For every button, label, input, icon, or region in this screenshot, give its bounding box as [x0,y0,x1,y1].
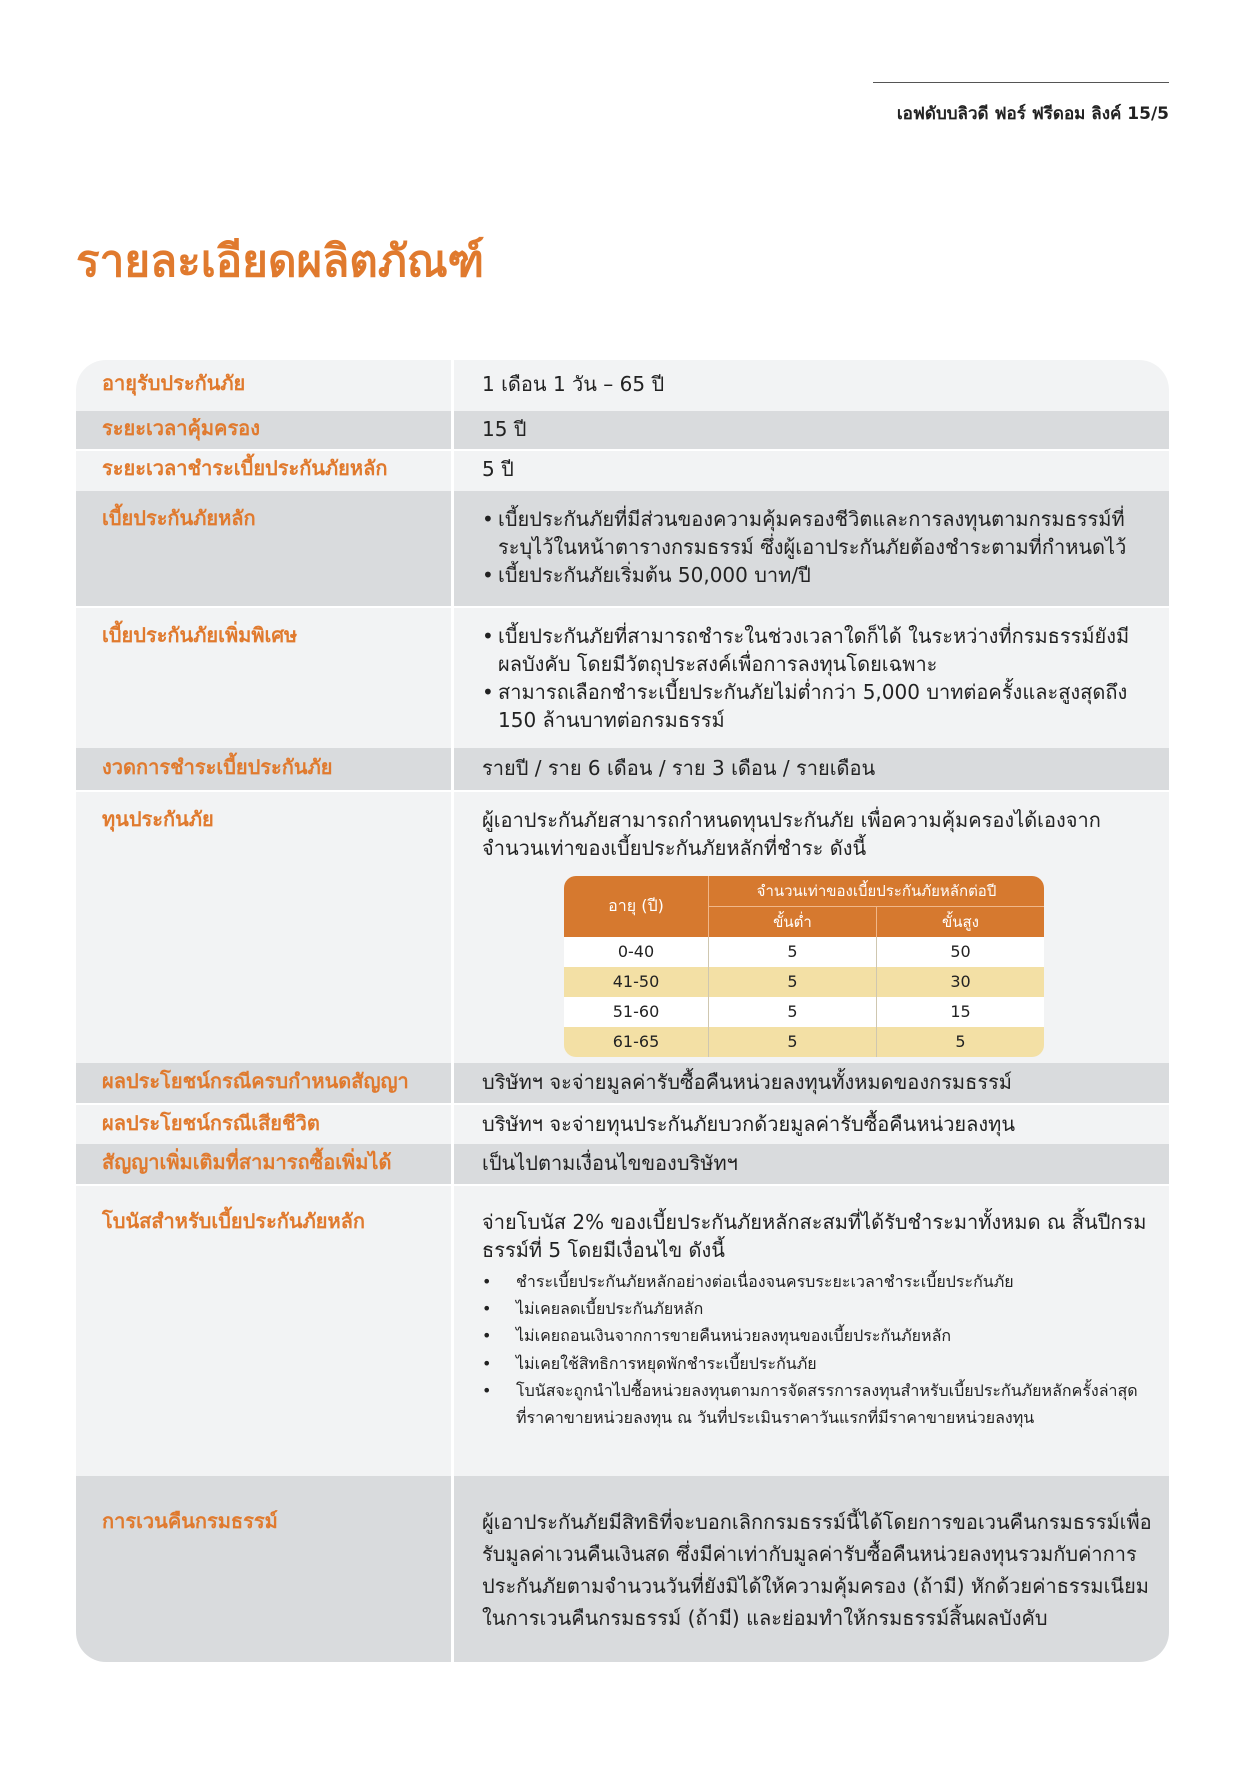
row-label: ระยะเวลาคุ้มครอง [76,411,454,449]
row-label: งวดการชำระเบี้ยประกันภัย [76,748,454,790]
row-bonus [76,1186,1169,1476]
row-value: บริษัทฯ จะจ่ายทุนประกันภัยบวกด้วยมูลค่ารับซื้อคืนหน่วยลงทุน [482,1112,1016,1136]
min-cell: 5 [709,937,877,967]
row-insured-age [76,360,1169,411]
row-coverage-period [76,411,1169,451]
age-header: อายุ (ปี) [564,876,709,937]
sum-assured-text: ผู้เอาประกันภัยสามารถกำหนดทุนประกันภัย เพื่อความคุ้มครองได้เองจากจำนวนเท่าของเบี้ยประกันภัยหลักที่ชำระ ดังนี้ [482,808,1101,860]
min-cell: 5 [709,1027,877,1057]
list-item: • สามารถเลือกชำระเบี้ยประกันภัยไม่ต่ำกว่า 5,000 บาทต่อครั้งและสูงสุดถึง 150 ล้านบาทต่อกรมธรรม์ [482,678,1153,734]
row-value [454,1186,1169,1476]
row-riders [76,1144,1169,1186]
max-cell: 15 [950,1002,971,1021]
max-cell: 5 [955,1032,966,1051]
row-value: 15 ปี [482,417,527,441]
min-cell: 5 [709,967,877,997]
row-death-benefit [76,1105,1169,1144]
header-rule [873,82,1169,83]
multiple-header: จำนวนเท่าของเบี้ยประกันภัยหลักต่อปี [709,876,1044,907]
min-header: ขั้นต่ำ [709,907,877,937]
row-payment-term [76,451,1169,491]
max-header: ขั้นสูง [942,913,979,931]
list-item: • เบี้ยประกันภัยที่สามารถชำระในช่วงเวลาใดก็ได้ ในระหว่างที่กรมธรรม์ยังมีผลบังคับ โดยมีวัตถุประสงค์เพื่อการลงทุนโดยเฉพาะ [482,622,1153,678]
max-cell: 50 [950,942,971,961]
age-cell: 41-50 [564,967,709,997]
table-row [564,967,1044,997]
list-item: • ชำระเบี้ยประกันภัยหลักอย่างต่อเนื่องจนครบระยะเวลาชำระเบี้ยประกันภัย [482,1268,1153,1295]
row-label: โบนัสสำหรับเบี้ยประกันภัยหลัก [76,1186,454,1476]
row-label: ทุนประกันภัย [76,792,454,1063]
row-label: เบี้ยประกันภัยเพิ่มพิเศษ [76,608,454,748]
row-sum-assured [76,792,1169,1063]
min-cell: 5 [709,997,877,1027]
premium-bullets [482,505,1153,589]
row-value: 5 ปี [482,457,514,481]
bonus-conditions [482,1268,1153,1431]
row-value [454,792,1169,1063]
row-value: เป็นไปตามเงื่อนไขของบริษัทฯ [482,1151,738,1175]
age-cell: 61-65 [564,1027,709,1057]
table-body [564,937,1044,1057]
row-value [454,608,1169,748]
age-cell: 0-40 [564,937,709,967]
list-item: • โบนัสจะถูกนำไปซื้อหน่วยลงทุนตามการจัดสรรการลงทุนสำหรับเบี้ยประกันภัยหลักครั้งล่าสุด ที่ราคาขายหน่วยลงทุน ณ วันที่ประเมินราคาวันแรกที่มีราคาขายหน่วยลงทุน [482,1377,1153,1431]
row-payment-mode [76,748,1169,792]
age-cell: 51-60 [564,997,709,1027]
row-value [454,491,1169,606]
row-label: ผลประโยชน์กรณีครบกำหนดสัญญา [76,1063,454,1103]
row-maturity-benefit [76,1063,1169,1105]
page-title: รายละเอียดผลิตภัณฑ์ [76,236,485,287]
premium-multiple-table [564,876,1044,1057]
product-details-table [76,360,1169,1662]
list-item: • เบี้ยประกันภัยที่มีส่วนของความคุ้มครองชีวิตและการลงทุนตามกรมธรรม์ที่ระบุไว้ในหน้าตารางกรมธรรม์ ซึ่งผู้เอาประกันภัยต้องชำระตามที่กำหนดไว้ [482,505,1153,561]
list-item: • ไม่เคยถอนเงินจากการขายคืนหน่วยลงทุนของเบี้ยประกันภัยหลัก [482,1322,1153,1349]
table-row [564,997,1044,1027]
row-label: อายุรับประกันภัย [76,360,454,411]
row-label: เบี้ยประกันภัยหลัก [76,491,454,606]
table-row [564,937,1044,967]
row-surrender [76,1476,1169,1662]
row-label: ผลประโยชน์กรณีเสียชีวิต [76,1105,454,1144]
table-row [564,1027,1044,1057]
bonus-text: จ่ายโบนัส 2% ของเบี้ยประกันภัยหลักสะสมที่ได้รับชำระมาทั้งหมด ณ สิ้นปีกรมธรรม์ที่ 5 โดยมีเงื่อนไข ดังนี้ [482,1210,1147,1262]
row-label: การเวนคืนกรมธรรม์ [76,1476,454,1662]
list-item: • ไม่เคยลดเบี้ยประกันภัยหลัก [482,1295,1153,1322]
row-topup-premium [76,608,1169,748]
max-cell: 30 [950,972,971,991]
row-value: ผู้เอาประกันภัยมีสิทธิที่จะบอกเลิกกรมธรรม์นี้ได้โดยการขอเวนคืนกรมธรรม์เพื่อรับมูลค่าเวนคืนเงินสด ซึ่งมีค่าเท่ากับมูลค่ารับซื้อคืนหน่วยลงทุนรวมกับค่าการประกันภัยตามจำนวนวันที่ยังมิได้ให้ความคุ้มครอง (ถ้ามี) หักด้วยค่าธรรมเนียมในการเวนคืนกรมธรรม์ (ถ้ามี) และย่อมทำให้กรมธรรม์สิ้นผลบังคับ [482,1510,1152,1630]
topup-bullets [482,622,1153,734]
row-label: สัญญาเพิ่มเติมที่สามารถซื้อเพิ่มได้ [76,1144,454,1184]
header-product-name: เอฟดับบลิวดี ฟอร์ ฟรีดอม ลิงค์ 15/5 [896,104,1169,124]
row-value: รายปี / ราย 6 เดือน / ราย 3 เดือน / รายเดือน [482,756,876,780]
list-item: • เบี้ยประกันภัยเริ่มต้น 50,000 บาท/ปี [482,561,1153,589]
list-item: • ไม่เคยใช้สิทธิการหยุดพักชำระเบี้ยประกันภัย [482,1350,1153,1377]
table-header [564,876,1044,937]
row-regular-premium [76,491,1169,608]
row-value: บริษัทฯ จะจ่ายมูลค่ารับซื้อคืนหน่วยลงทุนทั้งหมดของกรมธรรม์ [482,1070,1012,1094]
row-label: ระยะเวลาชำระเบี้ยประกันภัยหลัก [76,451,454,491]
row-value: 1 เดือน 1 วัน – 65 ปี [482,372,665,396]
